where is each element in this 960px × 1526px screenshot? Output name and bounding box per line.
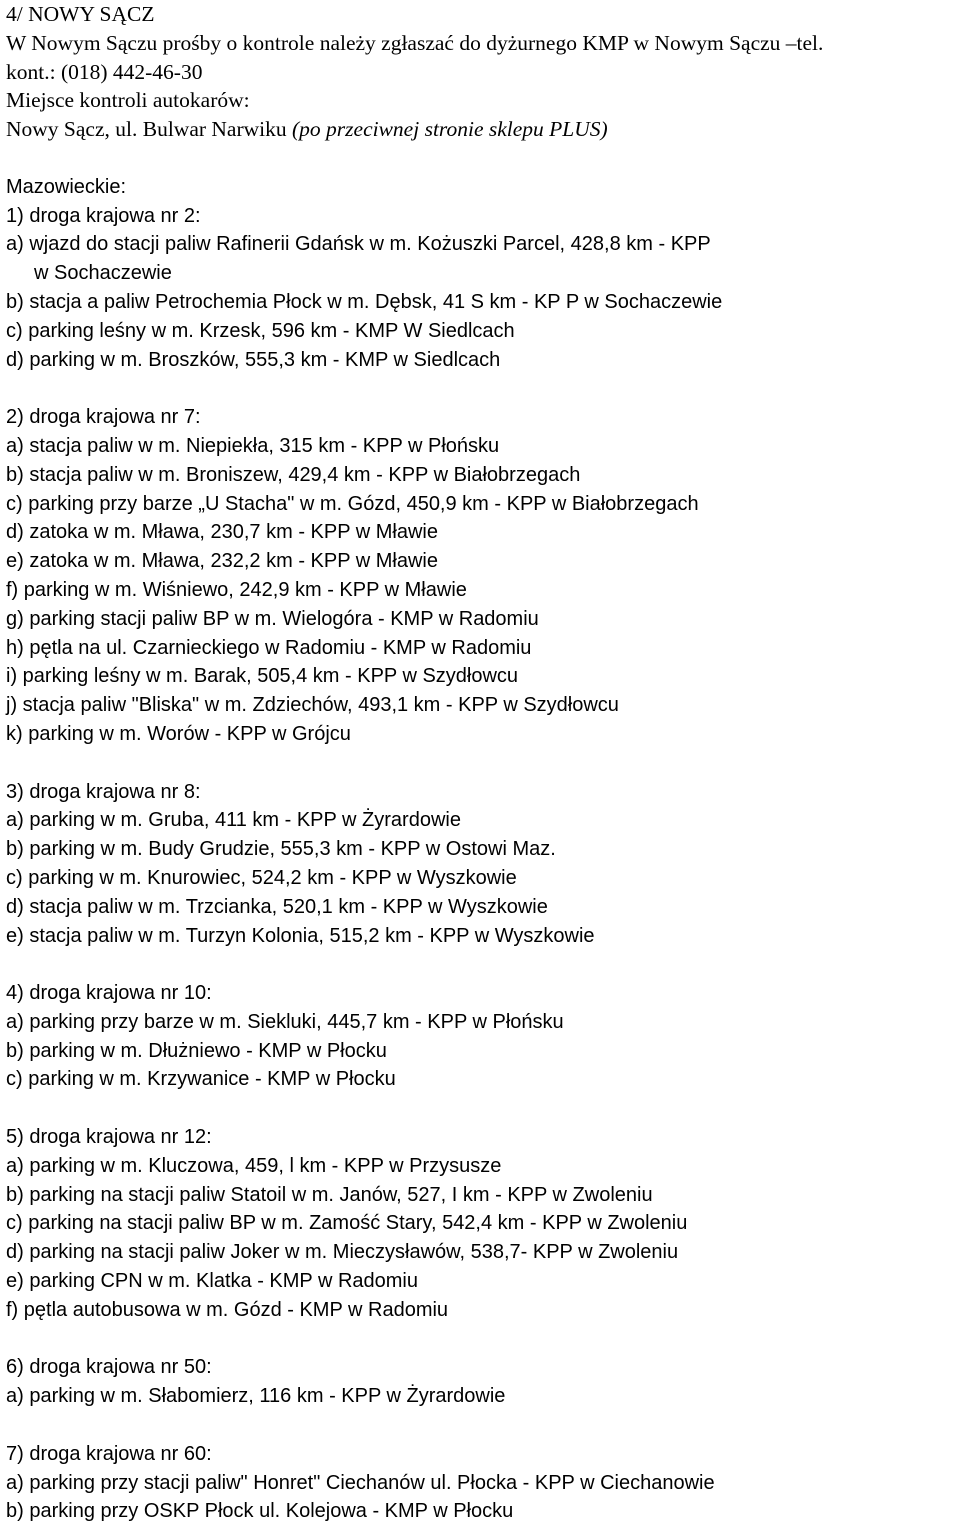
list-item: f) pętla autobusowa w m. Gózd - KMP w Radomiu — [6, 1298, 449, 1321]
road-title: 1) droga krajowa nr 2: — [6, 204, 201, 227]
list-item: w Sochaczewie — [34, 262, 172, 285]
list-item: a) parking w m. Kluczowa, 459, l km - KPP w Przysusze — [6, 1154, 502, 1177]
road-title: 2) droga krajowa nr 7: — [6, 406, 201, 429]
road-title: 6) droga krajowa nr 50: — [6, 1356, 212, 1379]
list-item: a) parking w m. Gruba, 411 km - KPP w Żyrardowie — [6, 809, 461, 832]
list-item: e) parking CPN w m. Klatka - KMP w Radomiu — [6, 1270, 418, 1293]
section-title-mazowieckie: Mazowieckie: — [6, 175, 127, 198]
list-item: a) wjazd do stacji paliw Rafinerii Gdańsk w m. Kożuszki Parcel, 428,8 km - KPP — [6, 233, 711, 256]
spacer — [6, 1325, 956, 1354]
list-item: c) parking w m. Knurowiec, 524,2 km - KPP w Wyszkowie — [6, 866, 517, 889]
spacer — [6, 144, 956, 173]
nowy-sacz-address: Nowy Sącz, ul. Bulwar Narwiku — [6, 117, 293, 142]
list-item: f) parking w m. Wiśniewo, 242,9 km - KPP w Mławie — [6, 578, 467, 601]
list-item: c) parking przy barze „U Stacha" w m. Gózd, 450,9 km - KPP w Białobrzegach — [6, 492, 699, 515]
nowy-sacz-address-note: (po przeciwnej stronie sklepu PLUS) — [292, 117, 608, 142]
list-item: b) parking przy OSKP Płock ul. Kolejowa - KMP w Płocku — [6, 1500, 514, 1523]
nowy-sacz-line-2: kont.: (018) 442-46-30 — [6, 59, 203, 84]
list-item: a) stacja paliw w m. Niepiekła, 315 km - KPP w Płońsku — [6, 434, 500, 457]
list-item: b) parking w m. Budy Grudzie, 555,3 km - KPP w Ostowi Maz. — [6, 838, 556, 861]
list-item: b) stacja a paliw Petrochemia Płock w m. Dębsk, 41 S km - KP P w Sochaczewie — [6, 290, 723, 313]
spacer — [6, 1411, 956, 1440]
road-title: 3) droga krajowa nr 8: — [6, 780, 201, 803]
list-item: h) pętla na ul. Czarnieckiego w Radomiu - KMP w Radomiu — [6, 636, 532, 659]
list-item: d) parking w m. Broszków, 555,3 km - KMP w Siedlcach — [6, 348, 501, 371]
list-item: a) parking przy stacji paliw" Honret" Ciechanów ul. Płocka - KPP w Ciechanowie — [6, 1471, 715, 1494]
spacer — [6, 950, 956, 979]
road-title: 7) droga krajowa nr 60: — [6, 1442, 212, 1465]
list-item: b) parking w m. Dłużniewo - KMP w Płocku — [6, 1039, 387, 1062]
spacer — [6, 1094, 956, 1123]
list-item: d) zatoka w m. Mława, 230,7 km - KPP w Mławie — [6, 521, 438, 544]
list-item: a) parking w m. Słabomierz, 116 km - KPP w Żyrardowie — [6, 1385, 506, 1408]
list-item: b) stacja paliw w m. Broniszew, 429,4 km - KPP w Białobrzegach — [6, 463, 581, 486]
spacer — [6, 749, 956, 778]
list-item: e) stacja paliw w m. Turzyn Kolonia, 515,2 km - KPP w Wyszkowie — [6, 924, 595, 947]
list-item: g) parking stacji paliw BP w m. Wielogóra - KMP w Radomiu — [6, 607, 539, 630]
list-item: e) zatoka w m. Mława, 232,2 km - KPP w Mławie — [6, 550, 438, 573]
document-page — [6, 0, 956, 1526]
list-item: k) parking w m. Worów - KPP w Grójcu — [6, 722, 351, 745]
list-item: a) parking przy barze w m. Siekluki, 445,7 km - KPP w Płońsku — [6, 1010, 564, 1033]
list-item: i) parking leśny w m. Barak, 505,4 km - KPP w Szydłowcu — [6, 665, 519, 688]
list-item: c) parking na stacji paliw BP w m. Zamość Stary, 542,4 km - KPP w Zwoleniu — [6, 1212, 688, 1235]
list-item: d) stacja paliw w m. Trzcianka, 520,1 km - KPP w Wyszkowie — [6, 895, 548, 918]
nowy-sacz-line-3: Miejsce kontroli autokarów: — [6, 88, 250, 113]
spacer — [6, 374, 956, 403]
road-title: 4) droga krajowa nr 10: — [6, 982, 212, 1005]
list-item: j) stacja paliw "Bliska" w m. Zdziechów, 493,1 km - KPP w Szydłowcu — [6, 694, 619, 717]
road-title: 5) droga krajowa nr 12: — [6, 1126, 212, 1149]
list-item: c) parking leśny w m. Krzesk, 596 km - KMP W Siedlcach — [6, 319, 515, 342]
list-item: b) parking na stacji paliw Statoil w m. Janów, 527, I km - KPP w Zwoleniu — [6, 1183, 653, 1206]
section-title-nowy-sacz: 4/ NOWY SĄCZ — [6, 2, 155, 26]
list-item: c) parking w m. Krzywanice - KMP w Płocku — [6, 1068, 396, 1091]
nowy-sacz-line-1: W Nowym Sączu prośby o kontrole należy zgłaszać do dyżurnego KMP w Nowym Sączu –tel. — [6, 30, 824, 55]
list-item: d) parking na stacji paliw Joker w m. Mieczysławów, 538,7- KPP w Zwoleniu — [6, 1241, 679, 1264]
nowy-sacz-line-4 — [6, 115, 956, 144]
